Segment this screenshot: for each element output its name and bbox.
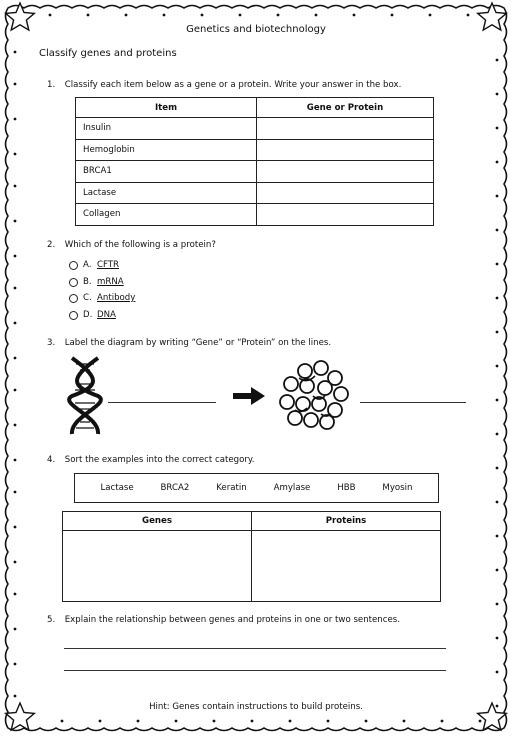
table-row <box>76 161 434 183</box>
radio-circle-icon[interactable] <box>69 261 78 270</box>
option-d[interactable] <box>69 310 116 320</box>
answer-box[interactable] <box>257 139 434 161</box>
option-text: DNA <box>97 310 116 320</box>
table-row <box>76 118 434 140</box>
answer-line-2[interactable] <box>64 670 446 671</box>
radio-circle-icon[interactable] <box>69 278 78 287</box>
table-header-item: Item <box>76 98 257 118</box>
option-text: Antibody <box>97 293 136 303</box>
option-letter: C. <box>83 293 92 303</box>
question-4-prompt: Sort the examples into the correct category. <box>64 455 255 465</box>
option-text: CFTR <box>97 260 120 270</box>
option-a[interactable] <box>69 260 119 270</box>
question-2-prompt: Which of the following is a protein? <box>64 240 216 250</box>
option-letter: A. <box>83 260 92 270</box>
question-5-prompt: Explain the relationship between genes and proteins in one or two sentences. <box>64 615 400 625</box>
word-bank-item[interactable]: Amylase <box>273 483 311 493</box>
proteins-drop-area[interactable] <box>252 531 441 602</box>
item-cell: BRCA1 <box>76 161 257 183</box>
item-cell: Collagen <box>76 204 257 226</box>
table-header-proteins: Proteins <box>252 512 441 531</box>
table-row <box>76 139 434 161</box>
worksheet-subtitle: Classify genes and proteins <box>39 48 177 59</box>
answer-box[interactable] <box>257 118 434 140</box>
option-c[interactable] <box>69 293 135 303</box>
arrow-right-icon <box>233 387 265 405</box>
table-row <box>76 182 434 204</box>
word-bank-item[interactable]: Myosin <box>382 483 413 493</box>
hint-text: Hint: Genes contain instructions to build proteins. <box>149 702 363 712</box>
answer-box[interactable] <box>257 182 434 204</box>
option-letter: D. <box>83 310 93 320</box>
protein-structure-icon <box>277 358 352 433</box>
question-3 <box>47 338 331 348</box>
label-line-dna[interactable] <box>108 402 216 403</box>
question-number: 1. <box>47 80 56 90</box>
worksheet-title: Genetics and biotechnology <box>186 24 326 35</box>
question-5 <box>47 615 400 625</box>
question-4 <box>47 455 254 465</box>
word-bank-item[interactable]: Lactase <box>100 483 134 493</box>
genes-drop-area[interactable] <box>63 531 252 602</box>
word-bank-item[interactable]: HBB <box>337 483 356 493</box>
answer-box[interactable] <box>257 204 434 226</box>
dna-helix-icon <box>66 356 104 436</box>
label-line-protein[interactable] <box>360 402 466 403</box>
answer-line-1[interactable] <box>64 648 446 649</box>
question-1 <box>47 80 401 90</box>
radio-circle-icon[interactable] <box>69 311 78 320</box>
table-header-genes: Genes <box>63 512 252 531</box>
question-number: 5. <box>47 615 56 625</box>
table-row <box>76 204 434 226</box>
question-number: 4. <box>47 455 56 465</box>
item-cell: Lactase <box>76 182 257 204</box>
option-text: mRNA <box>97 277 124 287</box>
sort-table <box>62 511 441 602</box>
question-1-prompt: Classify each item below as a gene or a protein. Write your answer in the box. <box>64 80 402 90</box>
question-number: 2. <box>47 240 56 250</box>
classify-table <box>75 97 434 226</box>
question-number: 3. <box>47 338 56 348</box>
radio-circle-icon[interactable] <box>69 294 78 303</box>
word-bank <box>74 473 439 503</box>
word-bank-item[interactable]: Keratin <box>216 483 247 493</box>
answer-box[interactable] <box>257 161 434 183</box>
word-bank-item[interactable]: BRCA2 <box>160 483 190 493</box>
option-b[interactable] <box>69 277 124 287</box>
question-3-prompt: Label the diagram by writing “Gene” or “Protein” on the lines. <box>64 338 332 348</box>
item-cell: Insulin <box>76 118 257 140</box>
item-cell: Hemoglobin <box>76 139 257 161</box>
question-2 <box>47 240 216 250</box>
table-header-answer: Gene or Protein <box>257 98 434 118</box>
option-letter: B. <box>83 277 92 287</box>
